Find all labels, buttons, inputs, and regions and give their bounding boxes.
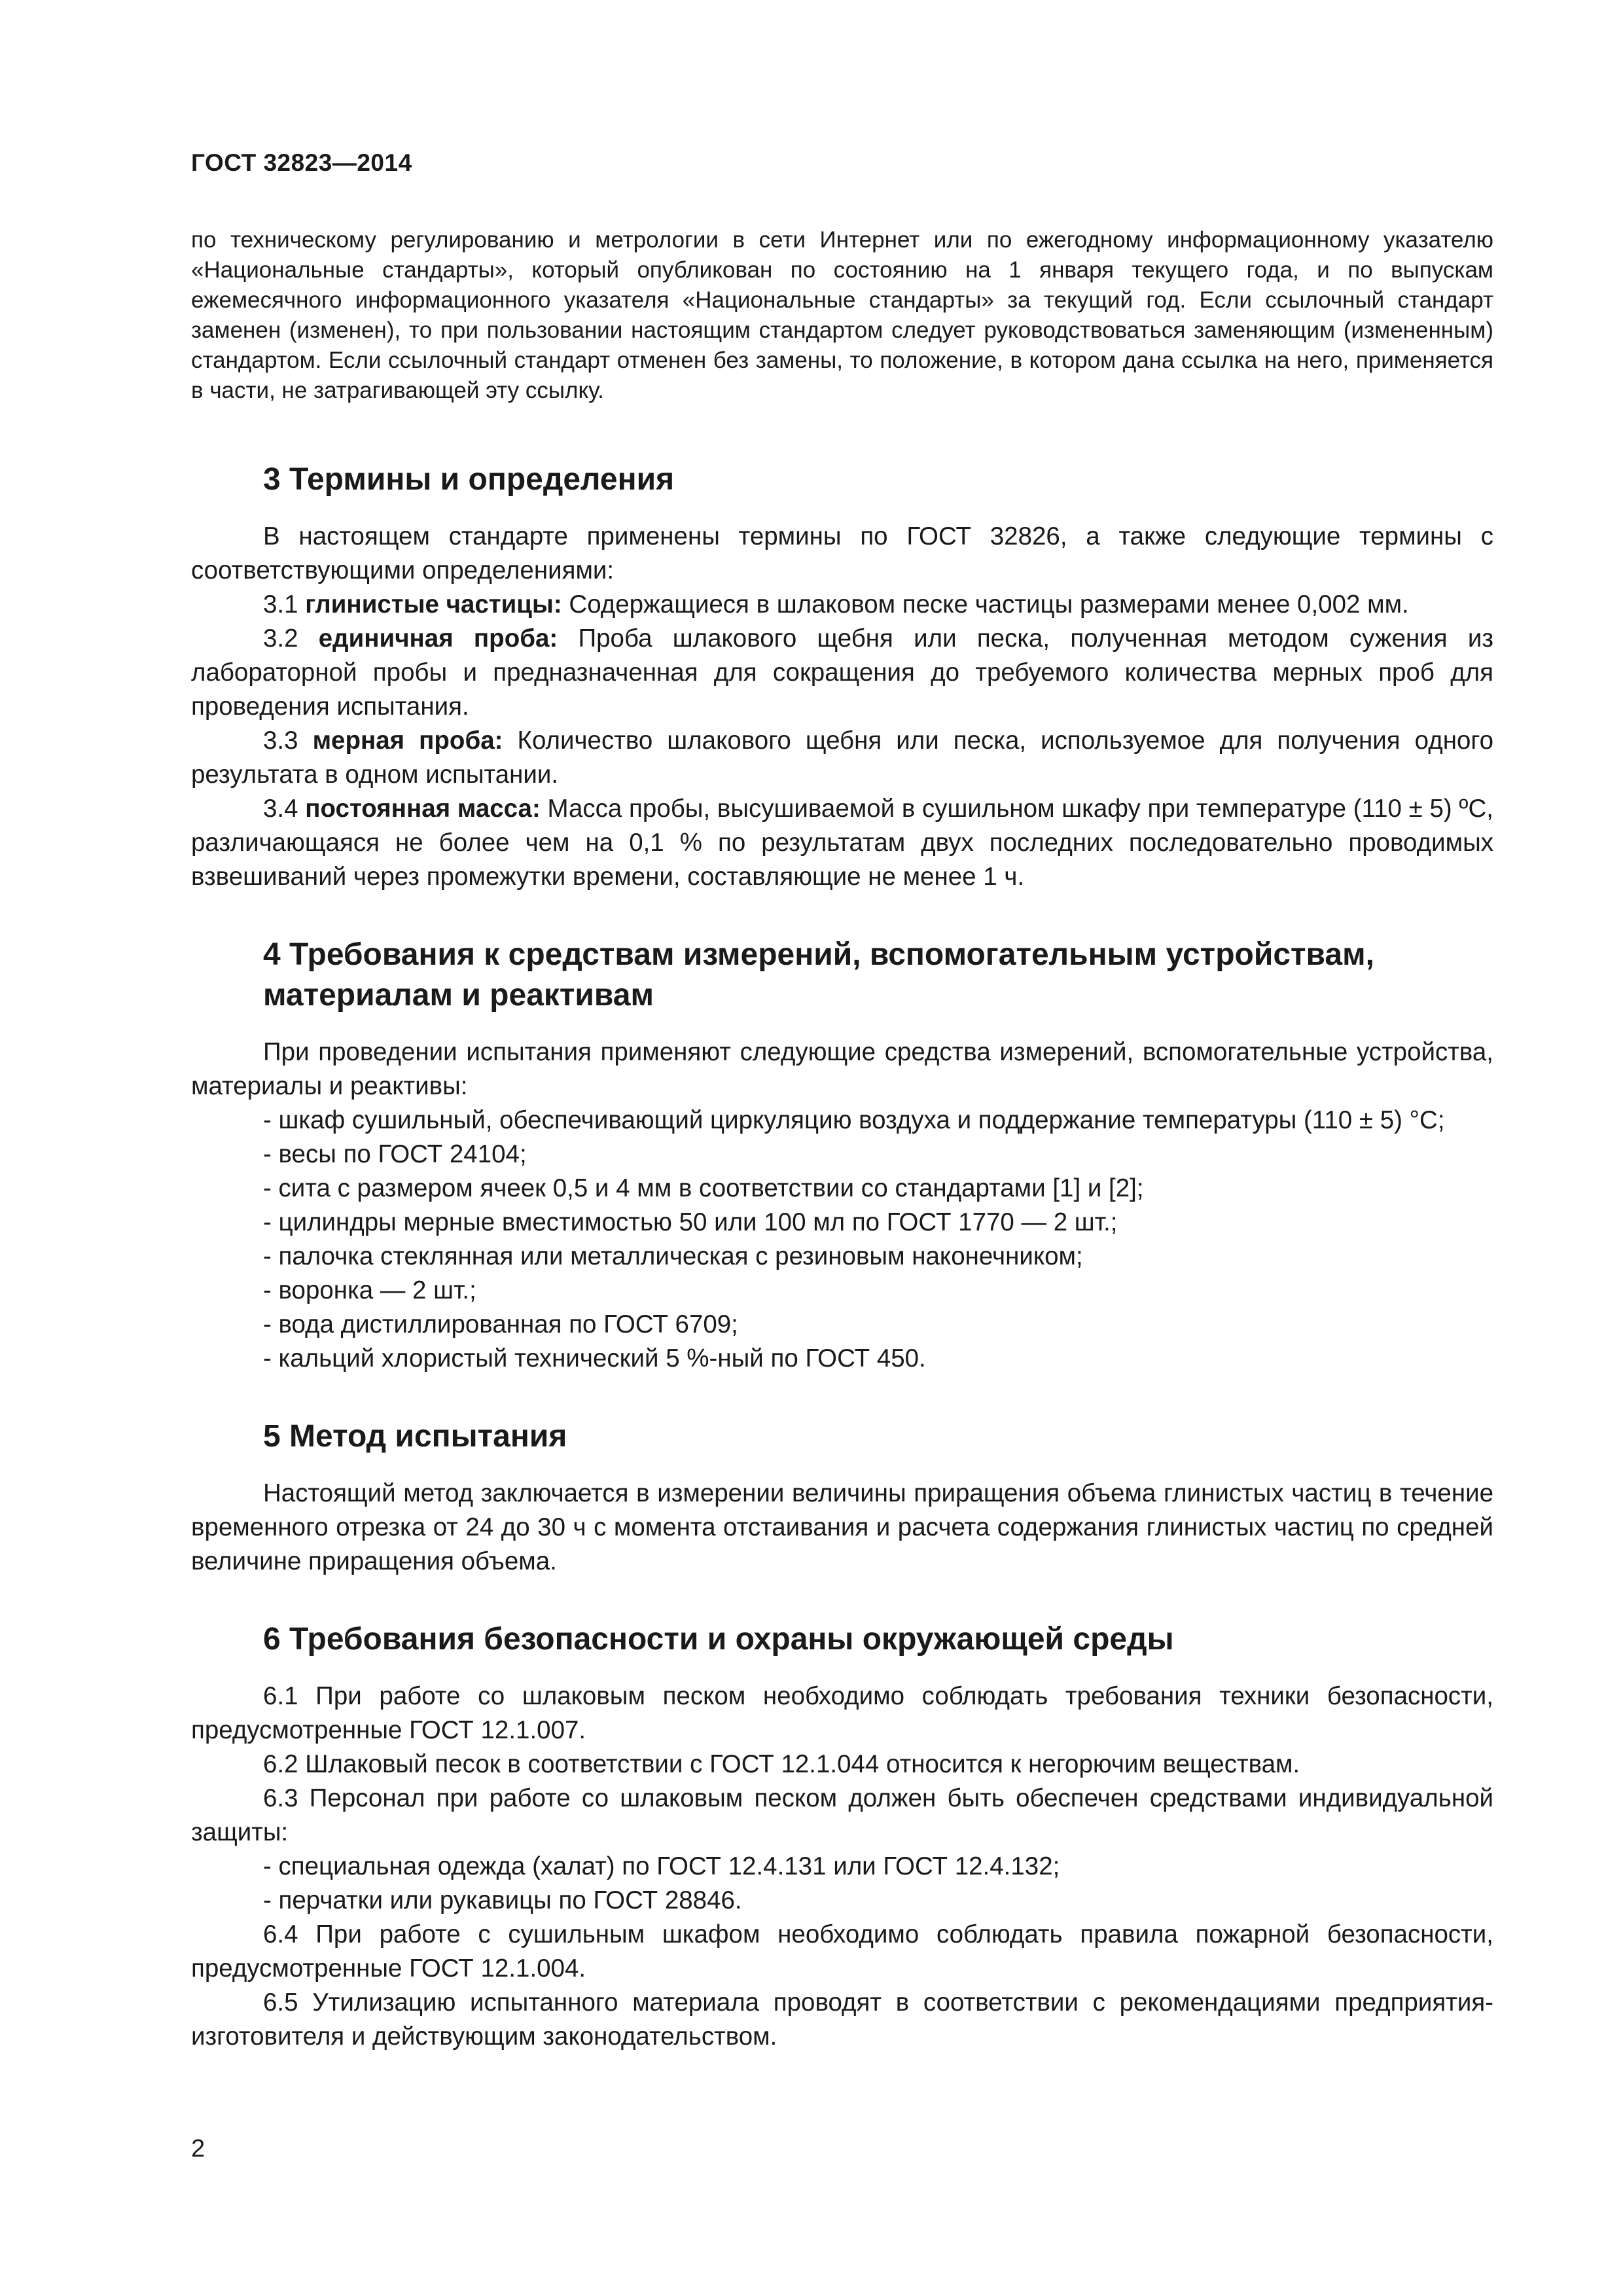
document-body [191,225,1493,2054]
paragraph-6-4: 6.4 При работе с сушильным шкафом необходимо соблюдать правила пожарной безопасности, предусмотренные ГОСТ 12.1.004. [191,1920,1493,1982]
list-item: - весы по ГОСТ 24104; [263,1140,527,1168]
section-3-intro: В настоящем стандарте применены термины по ГОСТ 32826, а также следующие термины с соответствующими определениями: [191,522,1493,584]
section-6-title: 6 Требования безопасности и охраны окружающей среды [263,1622,1174,1657]
list-item: - вода дистиллированная по ГОСТ 6709; [263,1310,738,1338]
list-item: - палочка стеклянная или металлическая с резиновым наконечником; [263,1242,1083,1270]
term-3-2 [191,622,1493,724]
term-definition: Количество шлакового щебня или песка, используемое для получения одного результата в одном испытании. [191,726,1493,789]
term-number: 3.2 [263,624,298,653]
section-4-title-line-2: материалам и реактивам [263,978,654,1013]
term-name: постоянная масса: [305,795,541,823]
term-name: мерная проба: [312,726,503,755]
term-number: 3.3 [263,726,298,755]
term-number: 3.1 [263,590,298,619]
term-3-1 [191,588,1493,622]
paragraph-6-1: 6.1 При работе со шлаковым песком необходимо соблюдать требования техники безопасности, предусмотренные ГОСТ 12.1.007. [191,1682,1493,1744]
page-number: 2 [191,2135,205,2162]
intro-paragraph: по техническому регулированию и метрологии в сети Интернет или по ежегодному информационному указателю «Национальные стандарты», который опубликован по состоянию на 1 января текущего года, и по выпускам ежемесячного информационного указателя «Национальные стандарты» за текущий год. Если ссылочный стандарт заменен (изменен), то при пользовании настоящим стандартом следует руководствоваться заменяющим (измененным) стандартом. Если ссылочный стандарт отменен без замены, то положение, в котором дана ссылка на него, применяется в части, не затрагивающей эту ссылку. [191,227,1493,403]
section-4-intro: При проведении испытания применяют следующие средства измерений, вспомогательные устройства, материалы и реактивы: [191,1038,1493,1100]
document-header-code: ГОСТ 32823—2014 [191,149,412,176]
section-3-title: 3 Термины и определения [263,462,675,497]
list-item: - специальная одежда (халат) по ГОСТ 12.4.131 или ГОСТ 12.4.132; [263,1852,1060,1880]
term-number: 3.4 [263,795,298,823]
list-item: - кальций хлористый технический 5 %-ный по ГОСТ 450. [263,1344,926,1372]
term-3-4 [191,792,1493,894]
paragraph-6-3: 6.3 Персонал при работе со шлаковым песком должен быть обеспечен средствами индивидуальной защиты: [191,1784,1493,1846]
list-item: - цилиндры мерные вместимостью 50 или 100 мл по ГОСТ 1770 — 2 шт.; [263,1208,1118,1236]
list-item: - шкаф сушильный, обеспечивающий циркуляцию воздуха и поддержание температуры (110 ± 5) °С; [263,1106,1445,1134]
section-4-title-line-1: 4 Требования к средствам измерений, вспомогательным устройствам, [263,937,1374,972]
section-5-text: Настоящий метод заключается в измерении величины приращения объема глинистых частиц в течение временного отрезка от 24 до 30 ч с момента отстаивания и расчета содержания глинистых частиц по средней величине приращения объема. [191,1479,1493,1575]
term-name: единичная проба: [318,624,558,653]
list-item: - воронка — 2 шт.; [263,1276,476,1304]
paragraph-6-2: 6.2 Шлаковый песок в соответствии с ГОСТ 12.1.044 относится к негорючим веществам. [263,1750,1300,1778]
term-definition: Содержащиеся в шлаковом песке частицы размерами менее 0,002 мм. [569,590,1409,619]
list-item: - сита с размером ячеек 0,5 и 4 мм в соответствии со стандартами [1] и [2]; [263,1174,1144,1202]
term-definition: Проба шлакового щебня или песка, полученная методом сужения из лабораторной пробы и предназначенная для сокращения до требуемого количества мерных проб для проведения испытания. [191,624,1494,721]
section-4-title [191,935,1493,1016]
term-name: глинистые частицы: [305,590,562,619]
list-item: - перчатки или рукавицы по ГОСТ 28846. [263,1886,742,1914]
section-5-title: 5 Метод испытания [263,1419,567,1454]
term-definition: Масса пробы, высушиваемой в сушильном шкафу при температуре (110 ± 5) ºС, различающаяся не более чем на 0,1 % по результатам двух последних последовательно проводимых взвешиваний через промежутки времени, составляющие не менее 1 ч. [191,795,1493,891]
term-3-3 [191,724,1493,792]
paragraph-6-5: 6.5 Утилизацию испытанного материала проводят в соответствии с рекомендациями предприятия-изготовителя и действующим законодательством. [191,1988,1493,2051]
